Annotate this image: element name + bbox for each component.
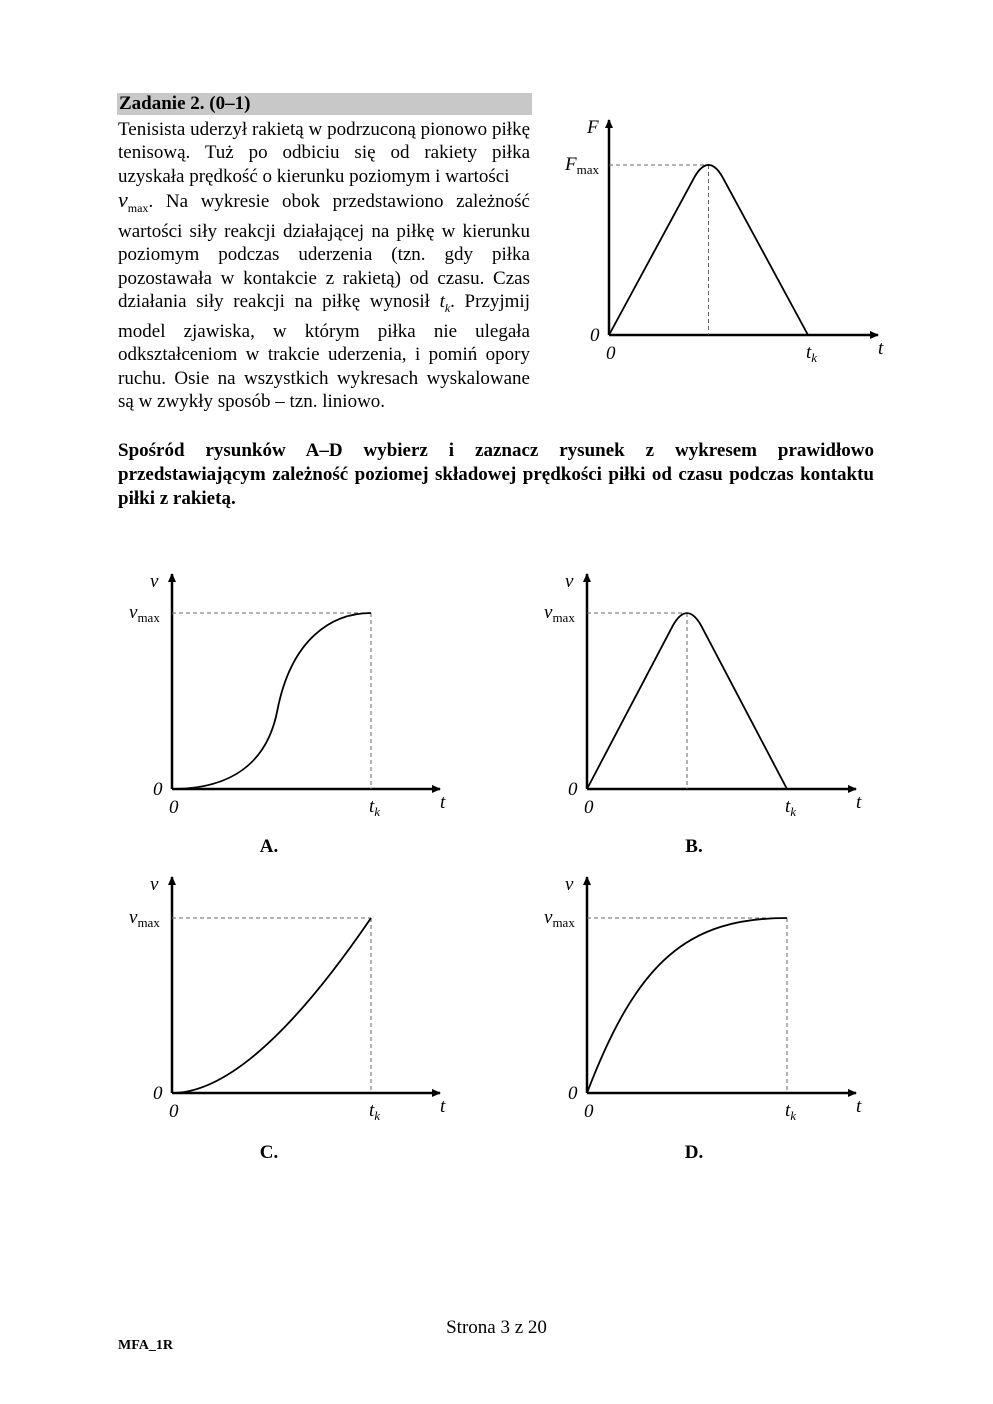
- ymax-label: $v_{max}$: [544, 602, 575, 625]
- x-axis-label: t: [856, 1096, 862, 1117]
- x-axis-label: t: [856, 792, 862, 813]
- x-zero-label: 0: [169, 797, 179, 818]
- x-zero-label: 0: [584, 797, 594, 818]
- panel-label-c: C.: [259, 1142, 279, 1163]
- graph-a: [129, 571, 446, 857]
- panel-label-a: A.: [259, 836, 279, 857]
- x-axis-label: t: [440, 792, 446, 813]
- graph-b: [544, 571, 862, 857]
- y-zero-label: 0: [153, 1083, 163, 1104]
- vmax-symbol: v: [118, 186, 128, 212]
- ymax-label: $v_{max}$: [544, 907, 575, 930]
- panel-label-b: B.: [685, 836, 703, 857]
- data-curve: [172, 613, 371, 789]
- question-text: Spośród rysunków A–D wybierz i zaznacz rysunek z wykresem prawidłowo przedstawiającym zależność poziomej składowej prędkości piłki od czasu podczas kontaktu piłki z rakietą.: [118, 440, 874, 509]
- y-zero-label: 0: [590, 325, 600, 346]
- y-axis-label: v: [150, 874, 159, 895]
- page-number: Strona 3 z 20: [446, 1317, 547, 1338]
- task-text-part-3: . Przyjmij model zjawiska, w którym piłka nie ulegała odkształceniom w trakcie uderzenia, i pomiń opory ruchu. Osie na wszystkich wykresach wyskalowane są w zwykły sposób – tzn. liniowo.: [118, 290, 530, 412]
- vmax-subscript: max: [127, 200, 149, 215]
- tk-label: $t_k$: [369, 796, 381, 819]
- tk-label: $t_k$: [369, 1100, 381, 1123]
- data-curve: [172, 918, 371, 1093]
- y-zero-label: 0: [568, 779, 578, 800]
- x-zero-label: 0: [169, 1101, 179, 1122]
- exam-code: MFA_1R: [118, 1338, 173, 1353]
- y-axis-label: F: [587, 117, 599, 138]
- x-zero-label: 0: [606, 343, 616, 364]
- task-header: Zadanie 2. (0–1): [117, 93, 532, 115]
- y-axis-label: v: [565, 571, 574, 592]
- tk-label: $t_k$: [785, 1100, 797, 1123]
- task-text-part-2: . Na wykresie obok przedstawiono zależność wartości siły reakcji działającej na piłkę w kierunku poziomym podczas uderzenia (tzn. gdy piłka pozostawała w kontakcie z rakietą) od czasu. Czas działania siły reakcji na piłkę wynosił: [118, 190, 530, 312]
- x-zero-label: 0: [584, 1101, 594, 1122]
- y-axis-label: v: [150, 571, 159, 592]
- tk-subscript: k: [444, 300, 451, 315]
- ymax-label: $v_{max}$: [129, 602, 160, 625]
- x-axis-label: t: [440, 1096, 446, 1117]
- tk-label: $t_k$: [785, 796, 797, 819]
- x-axis-label: t: [878, 338, 884, 359]
- ymax-label: $F_{max}$: [565, 154, 599, 177]
- y-axis-label: v: [565, 874, 574, 895]
- data-curve: [587, 918, 787, 1093]
- y-zero-label: 0: [153, 779, 163, 800]
- task-text-part-1: Tenisista uderzył rakietą w podrzuconą pionowo piłkę tenisową. Tuż po odbiciu się od rakiety piłka uzyskała prędkość o kierunku poziomym i wartości: [118, 119, 530, 187]
- graph-force: [564, 117, 884, 365]
- graph-d: [544, 874, 862, 1163]
- tk-label: $t_k$: [806, 342, 818, 365]
- graph-c: [129, 874, 446, 1163]
- tk-symbol: t: [439, 290, 445, 312]
- ymax-label: $v_{max}$: [129, 907, 160, 930]
- y-zero-label: 0: [568, 1083, 578, 1104]
- panel-label-d: D.: [684, 1142, 704, 1163]
